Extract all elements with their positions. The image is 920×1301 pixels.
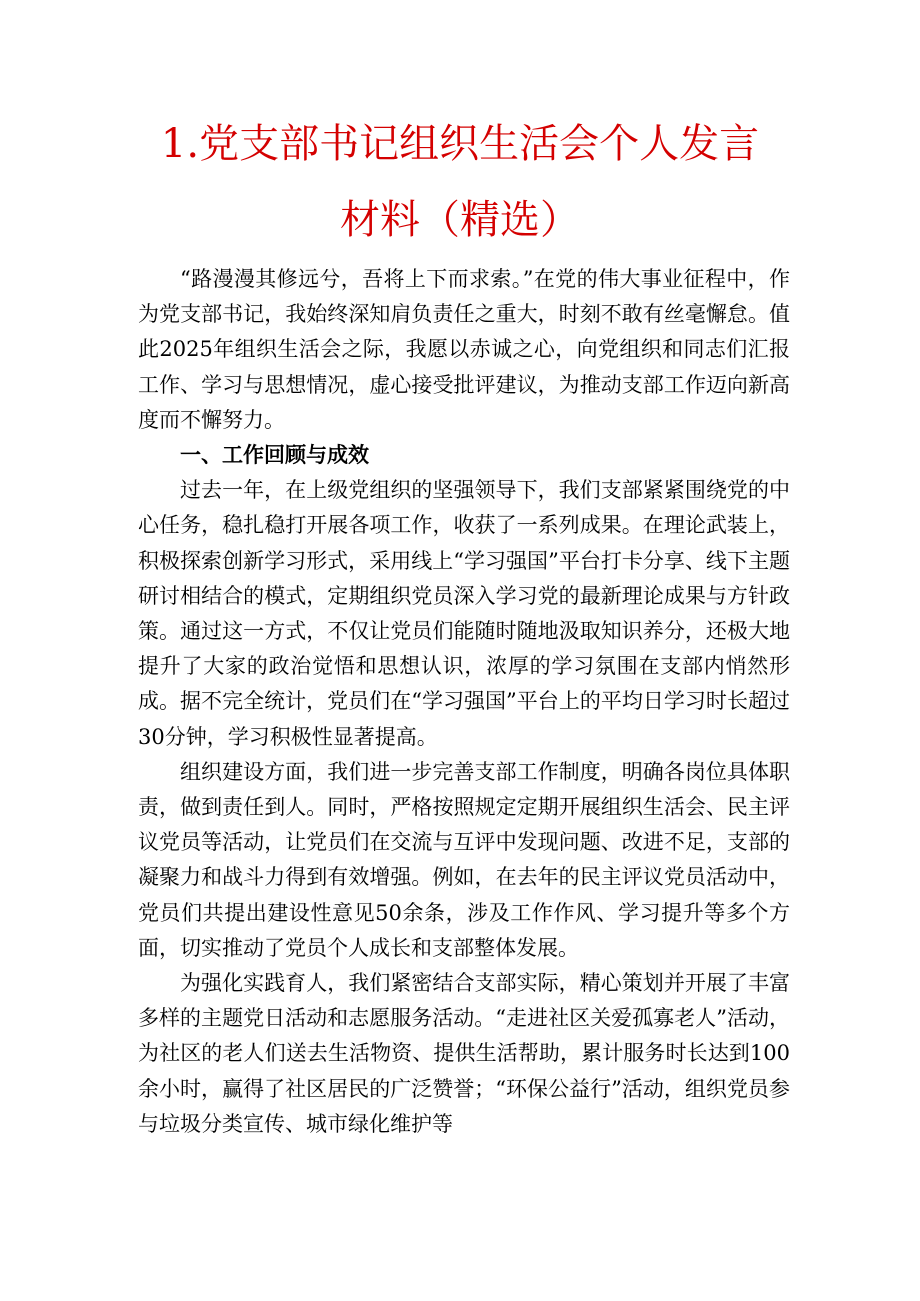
document-body — [138, 262, 790, 1142]
document-title-line-1: 1.党支部书记组织生活会个人发言 — [160, 121, 760, 167]
paragraph-practice: 为强化实践育人，我们紧密结合支部实际，精心策划并开展了丰富多样的主题党日活动和志愿服务活动。“走进社区关爱孤寡老人”活动，为社区的老人们送去生活物资、提供生活帮助，累计服务时长达到100余小时，赢得了社区居民的广泛赞誉；“环保公益行”活动，组织党员参与垃圾分类宣传、城市绿化维护等 — [138, 971, 790, 1136]
intro-paragraph: “路漫漫其修远兮，吾将上下而求索。”在党的伟大事业征程中，作为党支部书记，我始终深知肩负责任之重大，时刻不敢有丝毫懈怠。值此2025年组织生活会之际，我愿以赤诚之心，向党组织和同志们汇报工作、学习与思想情况，虚心接受批评建议，为推动支部工作迈向新高度而不懈努力。 — [138, 267, 790, 432]
section-heading-work-review: 一、工作回顾与成效 — [180, 443, 369, 468]
paragraph-organization: 组织建设方面，我们进一步完善支部工作制度，明确各岗位具体职责，做到责任到人。同时，严格按照规定定期开展组织生活会、民主评议党员等活动，让党员们在交流与互评中发现问题、改进不足，支部的凝聚力和战斗力得到有效增强。例如，在去年的民主评议党员活动中，党员们共提出建设性意见50余条，涉及工作作风、学习提升等多个方面，切实推动了党员个人成长和支部整体发展。 — [138, 759, 790, 960]
document-title-line-2: 材料（精选） — [340, 197, 580, 243]
paragraph-theory: 过去一年，在上级党组织的坚强领导下，我们支部紧紧围绕党的中心任务，稳扎稳打开展各项工作，收获了一系列成果。在理论武装上，积极探索创新学习形式，采用线上“学习强国”平台打卡分享、线下主题研讨相结合的模式，定期组织党员深入学习党的最新理论成果与方针政策。通过这一方式，不仅让党员们能随时随地汲取知识养分，还极大地提升了大家的政治觉悟和思想认识，浓厚的学习氛围在支部内悄然形成。据不完全统计，党员们在“学习强国”平台上的平均日学习时长超过30分钟，学习积极性显著提高。 — [138, 478, 790, 749]
